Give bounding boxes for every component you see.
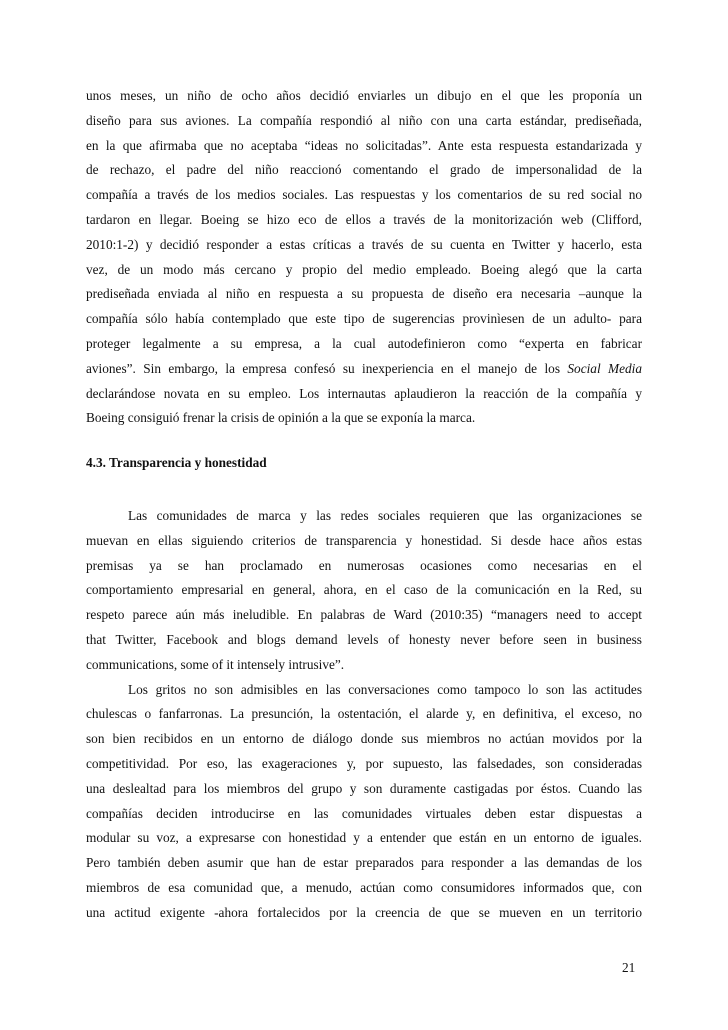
text-line: respeto parece aún más ineludible. En palabras de Ward (2010:35) “managers need to accept [86,607,642,623]
text-line: modular su voz, a expresarse con honestidad y a entender que están en un entorno de iguales. [86,830,642,846]
section-heading: 4.3. Transparencia y honestidad [86,455,267,471]
text-line: premisas ya se han proclamado en numerosas ocasiones como necesarias en el [86,557,642,573]
text-line: Los gritos no son admisibles en las conversaciones como tampoco lo son las actitudes [128,681,642,697]
page-number: 21 [622,960,636,975]
text-line: son bien recibidos en un entorno de diálogo donde sus miembros no actúan movidos por la [86,731,642,747]
paragraph-transparency [86,504,642,678]
text-line: Boeing consiguió frenar la crisis de opinión a la que se exponía la marca. [86,410,476,426]
text-line: una deslealtad para los miembros del grupo y son duramente castigadas por éstos. Cuando las [86,780,642,796]
italic-term: Social Media [567,360,643,376]
text-line: comportamiento empresarial en general, ahora, en el caso de la comunicación en la Red, su [86,582,642,598]
text-segment: aviones”. Sin embargo, la empresa confesó su inexperiencia en el manejo de los [86,360,568,376]
text-line: compañías deciden introducirse en las comunidades virtuales deben estar dispuestas a [86,805,642,821]
paragraph-boeing-case [86,84,642,431]
text-line: Pero también deben asumir que han de estar preparados para responder a las demandas de los [86,855,642,871]
paragraph-honesty [86,678,642,926]
text-line: that Twitter, Facebook and blogs demand levels of honesty never before seen in business [86,631,642,647]
text-line: competitividad. Por eso, las exageraciones y, por supuesto, las falsedades, son consideradas [86,755,642,771]
text-line: tardaron en llegar. Boeing se hizo eco de ellos a través de la monitorización web (Clifford, [86,211,642,227]
text-line: declarándose novata en su empleo. Los internautas aplaudieron la reacción de la compañía y [86,385,642,401]
text-line: en la que afirmaba que no aceptaba “ideas no solicitadas”. Ante esta respuesta estandarizada y [86,137,642,153]
text-line: diseño para sus aviones. La compañía respondió al niño con una carta estándar, prediseñada, [86,112,642,128]
text-line: chulescas o fanfarronas. La presunción, la ostentación, el alarde y, en definitiva, el exceso, no [86,706,642,722]
text-line: una actitud exigente -ahora fortalecidos por la creencia de que se mueven en un territorio [86,904,642,920]
text-line [86,357,642,382]
text-line: 2010:1-2) y decidió responder a estas críticas a través de su cuenta en Twitter y hacerlo, esta [86,236,642,252]
document-page [86,84,642,926]
text-line: communications, some of it intensely intrusive”. [86,656,345,672]
text-line: compañía sólo había contemplado que este tipo de sugerencias provinìesen de un adulto- para [86,311,642,327]
text-line: proteger legalmente a su empresa, a la cual autodefinieron como “experta en fabricar [86,335,642,351]
text-line: prediseñada enviada al niño en respuesta a su propuesta de diseño era necesaria –aunque la [86,286,642,302]
text-line: unos meses, un niño de ocho años decidió enviarles un dibujo en el que les proponía un [86,88,642,103]
text-line: compañía a través de los medios sociales. Las respuestas y los comentarios de su red social no [86,187,642,203]
text-line: Las comunidades de marca y las redes sociales requieren que las organizaciones se [128,507,642,523]
text-line: miembros de esa comunidad que, a menudo, actúan como consumidores informados que, con [86,879,642,895]
text-line: vez, de un modo más cercano y propio del medio empleado. Boeing alegó que la carta [86,261,642,277]
text-line: muevan en ellas siguiendo criterios de transparencia y honestidad. Si desde hace años estas [86,532,642,548]
text-line: de rechazo, el padre del niño reaccionó comentando el grado de impersonalidad de la [86,162,642,178]
